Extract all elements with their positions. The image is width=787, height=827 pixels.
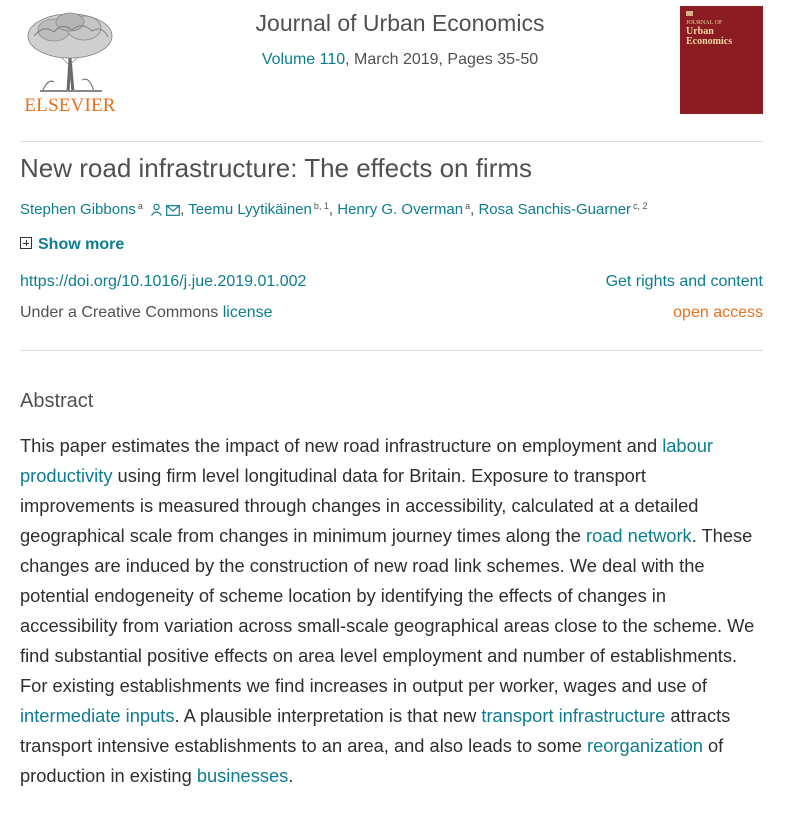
topic-link-intermediate-inputs[interactable]: intermediate inputs [20, 705, 175, 726]
abstract-paragraph [20, 431, 765, 791]
abstract-text: using firm level longitudinal data for Britain. Exposure to transport improvements is measured through changes in accessibility, calculated at a detailed geographical scale from changes in minimum journey times along the [20, 465, 699, 546]
license-statement [20, 304, 273, 322]
rights-link[interactable]: Get rights and content [605, 273, 763, 290]
cover-line-1: Urban [686, 26, 714, 37]
topic-link-reorganization[interactable]: reorganization [587, 735, 703, 756]
article-title: New road infrastructure: The effects on firms [20, 153, 533, 183]
topic-link-transport-infrastructure[interactable]: transport infrastructure [481, 705, 666, 726]
author-link[interactable]: Stephen Gibbons [20, 201, 136, 218]
author-separator: , [328, 201, 338, 218]
publisher-name: ELSEVIER [24, 95, 116, 116]
show-more-label: Show more [38, 236, 125, 253]
license-link[interactable]: license [222, 304, 273, 321]
author-separator: , [470, 201, 479, 218]
author-link[interactable]: Henry G. Overman [337, 201, 464, 218]
author-affiliation: c, 2 [633, 201, 648, 211]
header-divider [20, 141, 763, 142]
cover-journal-name [686, 27, 732, 47]
person-icon[interactable] [150, 203, 163, 220]
abstract-text: . [288, 765, 294, 786]
topic-link-road-network[interactable]: road network [586, 525, 692, 546]
author-separator: , [180, 201, 189, 218]
abstract-text: attracts transport intensive establishments to an area, and also leads to some [20, 705, 731, 756]
abstract-text: This paper estimates the impact of new road infrastructure on employment and [20, 435, 663, 456]
author-link[interactable]: Rosa Sanchis-Guarner [478, 201, 632, 218]
journal-title[interactable]: Journal of Urban Economics [255, 10, 545, 36]
issue-details: , March 2019, Pages 35-50 [345, 51, 539, 68]
journal-cover-thumbnail[interactable] [680, 6, 763, 114]
cover-small-text: JOURNAL OF [686, 20, 723, 26]
author-affiliation: a [465, 201, 471, 211]
plus-box-icon [20, 237, 32, 249]
abstract-heading: Abstract [20, 390, 94, 412]
author-link[interactable]: Teemu Lyytikäinen [188, 201, 312, 218]
abstract-text: . A plausible interpretation is that new [174, 705, 482, 726]
author-list [20, 201, 648, 220]
envelope-icon[interactable] [166, 203, 180, 220]
doi-link[interactable]: https://doi.org/10.1016/j.jue.2019.01.002 [20, 273, 307, 290]
open-access-badge: open access [673, 304, 763, 321]
abstract-body [20, 431, 765, 791]
author-affiliation: a [137, 201, 143, 211]
show-more-button[interactable] [20, 236, 124, 254]
cover-line-2: Economics [686, 36, 733, 47]
author-affiliation: b, 1 [313, 201, 329, 211]
cover-logo-mark [686, 11, 693, 16]
volume-link[interactable]: Volume 110 [261, 51, 346, 68]
journal-issue-info [170, 51, 630, 69]
abstract-text: of production in existing [20, 735, 724, 786]
abstract-text: . These changes are induced by the construction of new road link schemes. We deal with the potential endogeneity of scheme location by identifying the effects of changes in accessibility from variation across small-scale geographical areas close to the scheme. We find substantial positive effects on area level employment and number of establishments. For existing establishments we find increases in output per worker, wages and use of [20, 525, 755, 696]
license-prefix: Under a Creative Commons [20, 304, 223, 321]
topic-link-businesses[interactable]: businesses [196, 765, 289, 786]
topic-link-labour-productivity[interactable]: labour productivity [20, 435, 714, 486]
info-divider [20, 350, 763, 351]
